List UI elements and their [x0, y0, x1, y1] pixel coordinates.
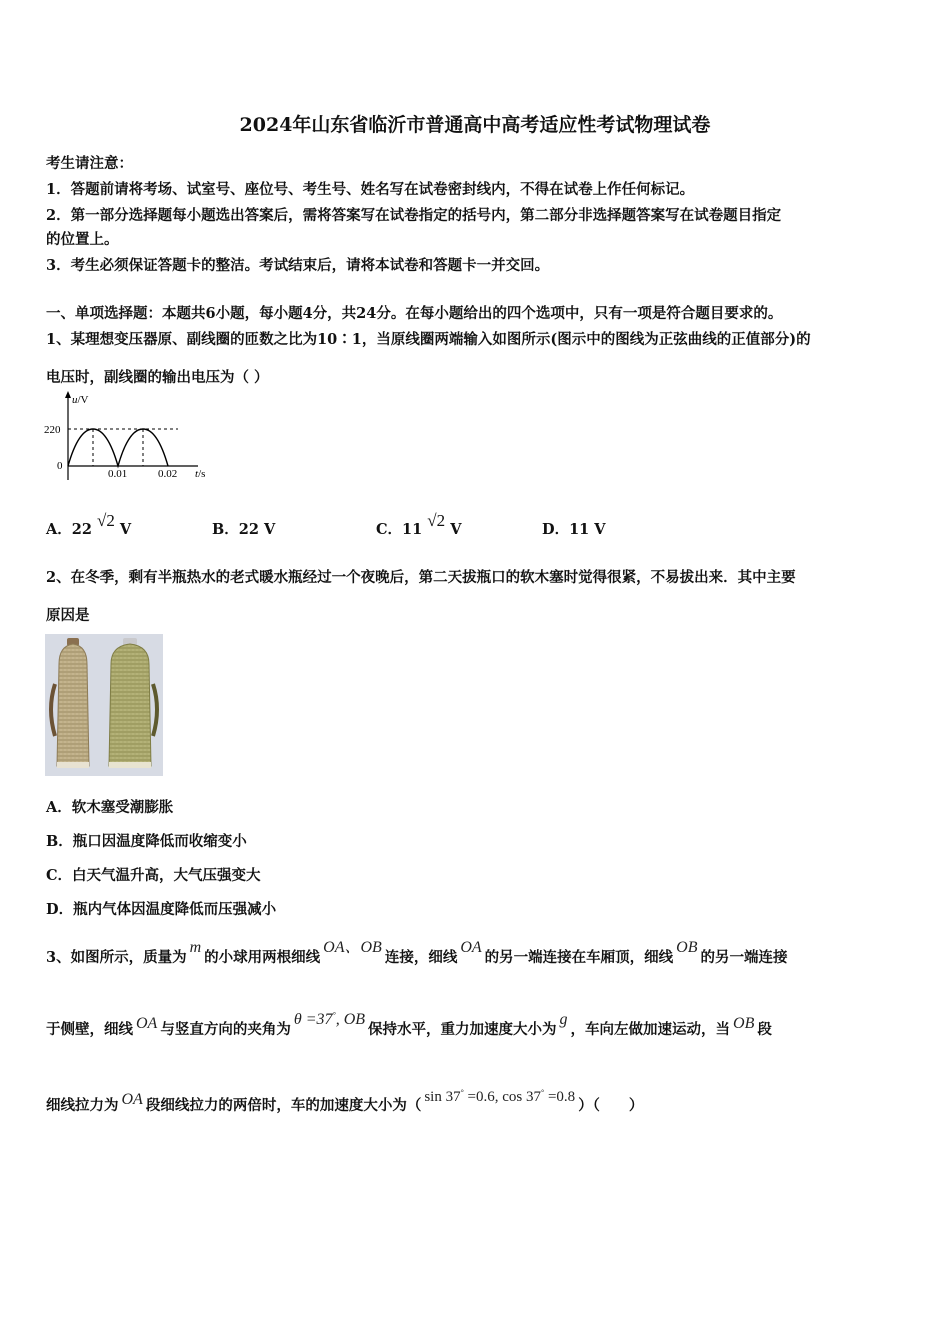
- notice-item-1: 1．答题前请将考场、试室号、座位号、考生号、姓名写在试卷密封线内，不得在试卷上作任何标记。: [46, 181, 695, 198]
- page-title: 2024年山东省临沂市普通高中高考适应性考试物理试卷: [239, 114, 711, 136]
- y-label: u/V: [72, 394, 89, 406]
- q2-option-c[interactable]: C．白天气温升高，大气压强变大: [46, 867, 261, 884]
- q2-stem-line2: 原因是: [46, 607, 90, 624]
- var-oa: OA: [121, 1091, 143, 1108]
- y-axis-arrow: [65, 391, 71, 398]
- origin-label: 0: [57, 460, 63, 472]
- right-bottle-base: [109, 762, 151, 768]
- section-heading: 一、单项选择题：本题共6小题，每小题4分，共24分。在每小题给出的四个选项中，只有一项是符合题目要求的。: [46, 305, 783, 322]
- left-bottle: [57, 644, 89, 766]
- var-ob: OB: [733, 1015, 755, 1032]
- notice-item-2-cont: 的位置上。: [46, 231, 119, 248]
- x-tick-0.02: 0.02: [158, 468, 178, 480]
- q3-stem-line1: 3、如图所示，质量为m的小球用两根细线OA、OB连接，细线OA的另一端连接在车厢顶，细线OB的另一端连接: [46, 939, 788, 966]
- q3-stem-line3: 细线拉力为 OA 段细线拉力的两倍时，车的加速度大小为（ sin 37° =0.6, cos 37° =0.8 ）（ ）: [46, 1088, 644, 1114]
- q1-option-d-label: D．11 V: [542, 521, 606, 538]
- thermos-bottles-photo: [45, 634, 163, 776]
- q1-option-a-unit: V: [119, 521, 132, 538]
- trig-values: sin 37° =0.6, cos 37° =0.8: [424, 1088, 576, 1105]
- left-bottle-base: [57, 762, 89, 768]
- q1-option-a-label: A．22: [46, 521, 92, 538]
- q3-stem-line2: 于侧壁，细线 OA 与竖直方向的夹角为θ =37°, OB保持水平，重力加速度大小为g，车向左做加速运动，当 OB 段: [46, 1010, 772, 1038]
- var-oa-ob: OA、OB: [323, 939, 382, 956]
- q2-option-d[interactable]: D．瓶内气体因温度降低而压强减小: [46, 901, 277, 918]
- right-bottle: [109, 644, 151, 766]
- q1-voltage-graph: [40, 388, 230, 488]
- q1-stem-line1: 1、某理想变压器原、副线圈的匝数之比为10∶1，当原线圈两端输入如图所示(图示中的图线为正弦曲线的正值部分)的: [46, 331, 811, 348]
- x-tick-0.01: 0.01: [108, 468, 128, 480]
- q1-option-a-radical: √2: [97, 511, 115, 530]
- q1-option-a[interactable]: [46, 511, 132, 539]
- notice-item-2: 2．第一部分选择题每小题选出答案后，需将答案写在试卷指定的括号内，第二部分非选择题答案写在试卷题目指定: [46, 207, 782, 224]
- notice-item-3: 3．考生必须保证答题卡的整洁。考试结束后，请将本试卷和答题卡一并交回。: [46, 257, 550, 274]
- q1-option-c[interactable]: [376, 511, 462, 539]
- rectified-sine-curve: [68, 429, 168, 466]
- x-label: t/s: [195, 468, 206, 480]
- var-oa: OA: [136, 1015, 158, 1032]
- y-tick-220: 220: [44, 424, 61, 436]
- q1-option-c-unit: V: [450, 521, 462, 538]
- q2-stem-line1: 2、在冬季，剩有半瓶热水的老式暖水瓶经过一个夜晚后，第二天拔瓶口的软木塞时觉得很紧，不易拔出来．其中主要: [46, 569, 796, 586]
- q1-option-b-label: B．22 V: [212, 521, 276, 538]
- var-m: m: [189, 939, 202, 956]
- var-ob: OB: [676, 939, 698, 956]
- var-oa: OA: [460, 939, 482, 956]
- theta-expression: θ =37°, OB: [293, 1010, 366, 1028]
- q1-option-c-radical: √2: [427, 511, 446, 530]
- q1-option-c-label: C．11: [376, 521, 423, 538]
- notice-heading: 考生请注意：: [46, 155, 133, 172]
- q1-option-b[interactable]: [212, 518, 275, 539]
- q1-option-d[interactable]: [542, 518, 606, 539]
- q2-option-b[interactable]: B．瓶口因温度降低而收缩变小: [46, 833, 247, 850]
- q2-option-a[interactable]: A．软木塞受潮膨胀: [46, 799, 174, 816]
- q1-stem-line2: 电压时，副线圈的输出电压为（ ）: [46, 369, 269, 386]
- var-g: g: [559, 1011, 568, 1028]
